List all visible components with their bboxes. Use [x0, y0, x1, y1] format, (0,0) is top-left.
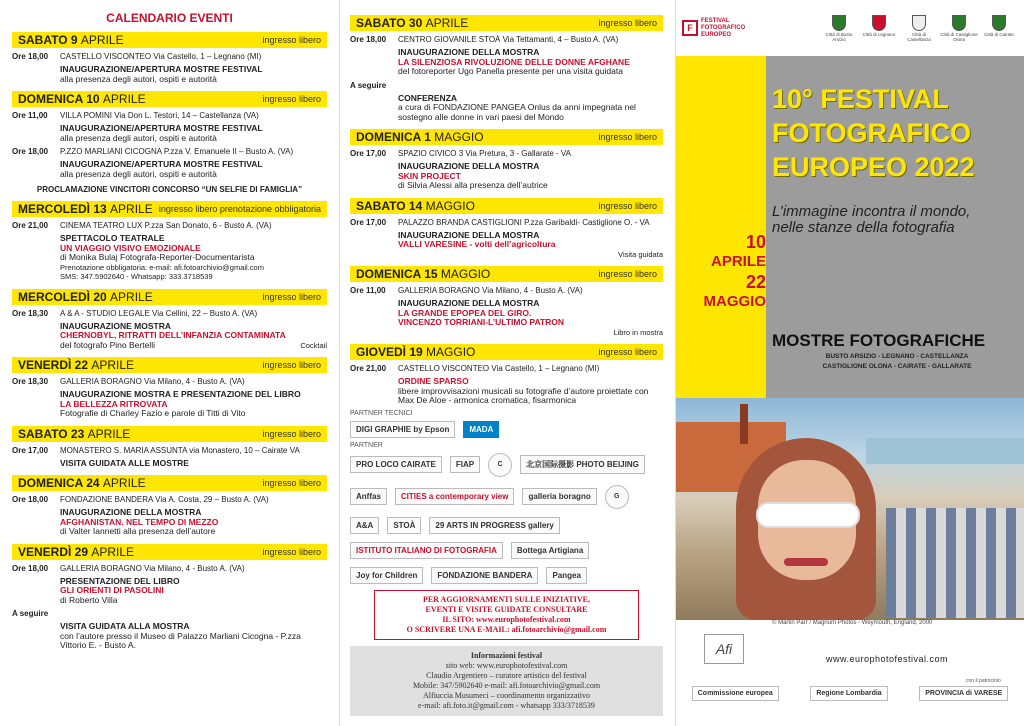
event-title: LA BELLEZZA RITROVATA [60, 398, 168, 409]
event-contact: SMS: 347.5902640 - Whatsapp: 333.3718539 [60, 272, 213, 281]
badge-line: EUROPEO [701, 31, 732, 38]
partner-logo: DIGI GRAPHIE by Epson [350, 421, 455, 438]
photo-clock-tower [740, 404, 748, 444]
update-line: O SCRIVERE UNA E-MAIL: afi.fotoarchivio@gmail.com [406, 624, 607, 634]
event-detail [398, 377, 663, 406]
event-place: MONASTERO S. MARIA ASSUNTA via Monastero, 10 – Cairate VA [60, 445, 300, 455]
event-detail [60, 322, 327, 351]
event-time: Ore 11,00 [350, 286, 386, 295]
badge-line: FESTIVAL [701, 17, 730, 24]
event-heading: INAUGURAZIONE DELLA MOSTRA [398, 161, 540, 171]
event-title: GLI ORIENTI DI PASOLINI [60, 585, 164, 595]
event-heading: INAUGURAZIONE MOSTRA [60, 320, 171, 331]
event-note-line [60, 341, 327, 351]
event-note: di Valter Iannetti alla presenza dell’autore [60, 526, 216, 536]
title-line: FOTOGRAFICO [772, 118, 971, 148]
crest-shield-icon [872, 15, 886, 31]
cover-panel [676, 0, 1024, 726]
day-weekday: VENERDÌ 22 [18, 358, 92, 372]
event-row [350, 286, 663, 295]
day-header [350, 15, 663, 31]
event-note-line [398, 103, 663, 122]
event-time: Ore 17,00 [350, 217, 387, 227]
event-row [12, 495, 327, 504]
event-detail [60, 390, 327, 419]
event-note-line [398, 328, 663, 338]
event-place: CASTELLO VISCONTEO Via Castello, 1 – Legnano (MI) [398, 364, 600, 373]
event-detail [60, 160, 327, 179]
update-box [374, 590, 639, 640]
event-row [12, 52, 327, 61]
day-weekday: DOMENICA 10 [18, 92, 103, 106]
day-header [12, 357, 327, 373]
event-heading: INAUGURAZIONE DELLA MOSTRA [398, 298, 540, 308]
city-crest [940, 15, 978, 42]
event-note-line [60, 253, 327, 263]
event-time: Ore 21,00 [350, 364, 387, 373]
entry-tag: ingresso libero [262, 428, 321, 439]
event-title: AFGHANISTAN. NEL TEMPO DI MEZZO [60, 516, 219, 527]
festival-badge [682, 18, 745, 39]
day-label [18, 427, 130, 441]
event-note-line [60, 596, 327, 606]
update-line: PER AGGIORNAMENTI SULLE INIZIATIVE, [423, 594, 590, 604]
event-note-line [60, 134, 327, 144]
festival-dates [680, 232, 766, 312]
patrocinio-label: con il patrocinio [966, 678, 1001, 684]
event-time: Ore 21,00 [12, 221, 49, 230]
event-heading: SPETTACOLO TEATRALE [60, 233, 165, 243]
event-note: Fotografie di Charley Fazio e parole di Titti di Vito [60, 408, 246, 418]
crest-shield-icon [832, 15, 846, 31]
update-line: IL SITO: www.europhotofestival.com [442, 614, 571, 624]
event-time: Ore 17,00 [12, 445, 49, 455]
date-end-month: MAGGIO [703, 293, 766, 310]
title-line: EUROPEO 2022 [772, 152, 975, 182]
partner-logo: C [488, 453, 512, 477]
day-weekday: SABATO 14 [356, 198, 426, 213]
entry-tag: ingresso libero [598, 269, 657, 279]
event-row [12, 609, 327, 618]
event-heading: PRESENTAZIONE DEL LIBRO [60, 575, 180, 586]
festival-url[interactable]: www.europhotofestival.com [826, 654, 949, 664]
day-month: MAGGIO [434, 130, 484, 144]
day-month: APRILE [102, 476, 146, 490]
event-place [60, 609, 327, 618]
day-header [350, 129, 663, 145]
event-note: di Roberto Villa [60, 594, 118, 605]
partner-logo: A&A [350, 517, 379, 534]
patron-logo: Regione Lombardia [810, 686, 887, 701]
event-heading: INAUGURAZIONE MOSTRA E PRESENTAZIONE DEL LIBRO [60, 389, 301, 399]
event-row [12, 446, 327, 455]
entry-tag: ingresso libero [262, 478, 321, 488]
event-time: A seguire [350, 80, 387, 90]
event-time: Ore 11,00 [12, 111, 48, 120]
event-row [12, 377, 327, 386]
entry-tag: ingresso libero [598, 18, 657, 28]
photo-deckchairs [886, 508, 1024, 618]
day-label [356, 130, 484, 144]
event-place: P.ZZO MARLIANI CICOGNA P.zza V. Emanuele II – Busto A. (VA) [60, 147, 294, 156]
event-note: a cura di FONDAZIONE PANGEA Onlus da anni impegnata nel sostegno alle donne in vari paesi del Mondo [398, 102, 636, 122]
event-heading: INAUGURAZIONE/APERTURA MOSTRE FESTIVAL [60, 64, 263, 74]
event-detail [60, 124, 327, 143]
event-title: SKIN PROJECT [398, 170, 461, 181]
update-line: EVENTI E VISITE GUIDATE CONSULTARE [425, 604, 588, 614]
day-month: APRILE [110, 202, 153, 216]
event-place: VILLA POMINI Via Don L. Testori, 14 – Castellanza (VA) [60, 111, 259, 120]
event-title: LA SILENZIOSA RIVOLUZIONE DELLE DONNE AFGHANE [398, 56, 630, 67]
day-month: APRILE [425, 16, 469, 30]
entry-tag: ingresso libero prenotazione obbligatoria [158, 204, 321, 214]
event-heading: INAUGURAZIONE/APERTURA MOSTRE FESTIVAL [60, 123, 263, 133]
partner-logo: FIAP [450, 456, 480, 473]
event-heading: INAUGURAZIONE/APERTURA MOSTRE FESTIVAL [60, 159, 263, 169]
event-detail [398, 299, 663, 337]
event-heading: INAUGURAZIONE DELLA MOSTRA [60, 507, 202, 517]
event-extra: Libro in mostra [613, 327, 663, 337]
partner-logo: Anffas [350, 488, 387, 505]
day-label [18, 33, 124, 47]
event-row [12, 221, 327, 230]
event-place [398, 81, 663, 90]
city-crest [900, 15, 938, 42]
event-time: Ore 17,00 [350, 149, 387, 158]
entry-tag: ingresso libero [598, 347, 657, 357]
event-row [350, 364, 663, 373]
festival-logo-icon: F [682, 20, 698, 36]
event-note: libere improvvisazioni musicali su fotografie d’autore proiettate con Max De Aloe - armonica cromatica, fisarmonica [398, 385, 649, 405]
day-weekday: MERCOLEDÌ 13 [18, 202, 111, 216]
crest-shield-icon [912, 15, 926, 31]
yellow-band [676, 56, 766, 398]
event-extra: Visita guidata [618, 249, 663, 259]
partner-logo: MADA [463, 421, 499, 438]
event-detail [60, 234, 327, 282]
crest-shield-icon [992, 15, 1006, 31]
event-heading: VISITA GUIDATA ALLE MOSTRE [60, 457, 189, 468]
event-time: Ore 18,00 [12, 495, 49, 504]
cities-list [772, 352, 1022, 372]
event-place: PALAZZO BRANDA CASTIGLIONI P.zza Garibaldi- Castiglione O. - VA [398, 217, 650, 227]
crest-label: Città di Cairate [984, 31, 1014, 37]
info-line: Claudio Argentiero – curatore artistico del festival [426, 670, 587, 680]
day-weekday: SABATO 30 [356, 16, 426, 30]
event-note: alla presenza degli autori, ospiti e autorità [60, 73, 217, 84]
cover-header [676, 0, 1024, 56]
crest-label: Città di Castiglione Olona [940, 31, 978, 42]
day-weekday: DOMENICA 1 [356, 130, 435, 144]
day-label [356, 267, 490, 281]
partner-logo: PRO LOCO CAIRATE [350, 456, 442, 473]
partner-logo: galleria boragno [522, 488, 596, 505]
photo-credit: © Martin Parr / Magnum Photos - Weymouth, England, 2000 [772, 620, 933, 626]
info-line: e-mail: afi.foto.it@gmail.com - whatsapp 333/3718539 [418, 700, 595, 710]
partner-logo: Pangea [546, 567, 586, 584]
crest-label: Città di Legnano [862, 31, 896, 37]
afi-logo: Afi [704, 634, 744, 664]
event-time: Ore 18,30 [12, 308, 49, 318]
day-header [350, 344, 663, 360]
partner-logo: ISTITUTO ITALIANO DI FOTOGRAFIA [350, 542, 503, 559]
event-title: UN VIAGGIO VISIVO EMOZIONALE [60, 242, 201, 253]
day-label [18, 290, 153, 304]
festival-title [772, 82, 975, 184]
day-weekday: DOMENICA 24 [18, 476, 103, 490]
event-detail [60, 508, 327, 537]
calendar-title: CALENDARIO EVENTI [106, 11, 233, 25]
day-weekday: MERCOLEDÌ 20 [18, 289, 111, 304]
partner-tecnici-label: PARTNER TECNICI [350, 409, 413, 417]
day-month: APRILE [91, 544, 135, 559]
event-note-line [398, 250, 663, 260]
day-header [350, 266, 663, 282]
patron-logo: Commissione europea [692, 686, 779, 701]
partner-logo: CITIES a contemporary view [395, 488, 515, 505]
event-note-line [398, 67, 663, 77]
event-row [350, 35, 663, 44]
crest-label: Città di Castellanza [907, 31, 931, 42]
city-crest [820, 15, 858, 42]
city-crest [980, 15, 1018, 42]
patron-logos [676, 686, 1024, 701]
day-weekday: GIOVEDÌ 19 [356, 345, 427, 359]
entry-tag: ingresso libero [262, 35, 321, 45]
event-title: VALLI VARESINE - volti dell’agricoltura [398, 239, 556, 249]
entry-tag: ingresso libero [262, 360, 321, 370]
day-month: APRILE [110, 289, 153, 304]
partner-logo: STOÀ [387, 517, 421, 534]
event-detail [398, 162, 663, 191]
day-header [12, 544, 327, 560]
event-note-line [60, 75, 327, 85]
event-note: alla presenza degli autori, ospiti e autorità [60, 168, 217, 179]
day-header [12, 91, 327, 107]
tech-partner-logos [350, 421, 663, 438]
cities-line: BUSTO ARSIZIO - LEGNANO - CASTELLANZA [825, 353, 969, 360]
event-title: VINCENZO TORRIANI-L’ULTIMO PATRON [398, 317, 565, 327]
cover-title-area [676, 56, 1024, 398]
info-title: Informazioni festival [470, 650, 543, 660]
day-header [12, 289, 327, 305]
event-note-line [398, 387, 663, 406]
event-detail [60, 459, 327, 469]
day-weekday: SABATO 23 [18, 426, 88, 441]
event-time: Ore 18,00 [12, 52, 49, 61]
event-detail [398, 94, 663, 123]
day-label [18, 476, 146, 490]
subtitle-line: nelle stanze della fotografia [772, 219, 955, 236]
partner-logo: G [605, 485, 629, 509]
event-time: Ore 18,00 [12, 563, 49, 573]
event-detail [60, 577, 327, 606]
entry-tag: ingresso libero [598, 200, 657, 211]
photo-mouth [784, 558, 828, 566]
event-title: ORDINE SPARSO [398, 376, 469, 386]
event-time: A seguire [12, 609, 49, 618]
entry-tag: ingresso libero [262, 546, 321, 557]
event-place: CENTRO GIOVANILE STOÀ Via Tettamanti, 4 – Busto A. (VA) [398, 35, 619, 44]
event-title: LA GRANDE EPOPEA DEL GIRO. [398, 307, 532, 318]
event-detail [60, 65, 327, 84]
day-label [356, 345, 475, 359]
day-month: APRILE [80, 33, 124, 47]
day-label [356, 199, 475, 213]
day-label [356, 16, 468, 30]
day-header [350, 198, 663, 214]
event-place: CASTELLO VISCONTEO Via Castello, 1 – Legnano (MI) [60, 52, 262, 61]
crest-shield-icon [952, 15, 966, 31]
event-heading: INAUGURAZIONE DELLA MOSTRA [398, 229, 540, 240]
photo-sea [866, 438, 1024, 464]
event-row [350, 81, 663, 90]
event-place: CINEMA TEATRO LUX P.zza San Donato, 6 - Busto A. (VA) [60, 221, 272, 230]
info-line: Alfiuccia Musumeci – coordinamento organizzativo [423, 690, 590, 700]
day-month: MAGGIO [425, 198, 475, 213]
partner-logo: Joy for Children [350, 567, 423, 584]
entry-tag: ingresso libero [598, 132, 657, 142]
partner-logo: 29 ARTS IN PROGRESS gallery [429, 517, 559, 534]
event-heading: INAUGURAZIONE DELLA MOSTRA [398, 47, 540, 57]
event-note-line [60, 527, 327, 537]
date-end-day: 22 [745, 272, 766, 292]
event-place: GALLERIA BORAGNO Via Milano, 4 - Busto A. (VA) [398, 286, 583, 295]
day-month: APRILE [91, 358, 135, 372]
calendar-column-1 [0, 0, 340, 726]
event-time: Ore 18,00 [12, 147, 49, 156]
mostre-heading: MOSTRE FOTOGRAFICHE [772, 331, 986, 350]
event-heading: VISITA GUIDATA ALLA MOSTRA [60, 621, 190, 631]
event-place: SPAZIO CIVICO 3 Via Pretura, 3 - Gallarate - VA [398, 149, 571, 158]
patron-logo: PROVINCIA di VARESE [919, 686, 1008, 701]
cover-photo [676, 398, 1024, 620]
partner-logo: Bottega Artigiana [511, 542, 589, 559]
day-month: MAGGIO [440, 267, 491, 281]
event-note: del fotoreporter Ugo Panella presente per una visita guidata [398, 66, 623, 76]
event-note: del fotografo Pino Bertelli [60, 339, 155, 350]
event-time: Ore 18,00 [350, 35, 387, 44]
partner-label: PARTNER [350, 441, 383, 449]
day-weekday: SABATO 9 [18, 33, 81, 47]
day-weekday: DOMENICA 15 [356, 267, 441, 281]
event-detail [398, 231, 663, 260]
city-crest [860, 15, 898, 42]
day-header [12, 201, 327, 217]
day-label [18, 545, 134, 559]
entry-tag: ingresso libero [262, 94, 321, 104]
event-detail [398, 48, 663, 77]
partner-logo: FONDAZIONE BANDERA [431, 567, 538, 584]
event-heading: CONFERENZA [398, 92, 458, 103]
date-start-month: APRILE [710, 253, 766, 270]
day-header [12, 32, 327, 48]
event-place: A & A - STUDIO LEGALE Via Cellini, 22 – Busto A. (VA) [60, 308, 258, 318]
festival-subtitle [772, 204, 970, 236]
event-row [350, 149, 663, 158]
day-month: APRILE [87, 426, 131, 441]
proclamation: PROCLAMAZIONE VINCITORI CONCORSO “UN SELFIE DI FAMIGLIA” [36, 185, 303, 194]
day-weekday: VENERDÌ 29 [18, 544, 92, 559]
event-note-line [60, 170, 327, 180]
event-extra: Cocktail [300, 340, 327, 350]
event-note: alla presenza degli autori, ospiti e autorità [60, 132, 217, 143]
event-row [350, 218, 663, 227]
partner-logos [350, 453, 663, 584]
info-web: sito web: www.europhotofestival.com [445, 660, 568, 670]
crest-label: Città di Busto Arsizio [825, 31, 853, 42]
entry-tag: ingresso libero [262, 291, 321, 302]
partner-logo: 北京国际摄影 PHOTO BEIJING [520, 455, 645, 474]
event-note: con l’autore presso il Museo di Palazzo Marliani Cicogna - P.zza Vittorio E. - Busto A. [60, 630, 301, 650]
event-note: di Silvia Alessi alla presenza dell’autrice [398, 180, 548, 190]
event-row [12, 147, 327, 156]
badge-line: FOTOGRAFICO [701, 24, 746, 31]
day-label [18, 358, 134, 372]
event-row [12, 309, 327, 318]
day-month: APRILE [102, 92, 146, 106]
subtitle-line: L’immagine incontra il mondo, [772, 203, 971, 220]
day-month: MAGGIO [426, 345, 476, 359]
event-place: FONDAZIONE BANDERA Via A. Costa, 29 – Busto A. (VA) [60, 495, 269, 504]
event-note-line [398, 181, 663, 191]
photo-sunglasses [756, 502, 860, 528]
city-crests [753, 15, 1018, 42]
event-note-line [60, 632, 327, 651]
event-note: di Monika Bulaj Fotografa-Reporter-Documentarista [60, 252, 255, 262]
day-header [12, 426, 327, 442]
date-start-day: 10 [745, 232, 766, 252]
event-title: CHERNOBYL, RITRATTI DELL’INFANZIA CONTAMINATA [60, 330, 286, 340]
event-row [12, 564, 327, 573]
event-place: GALLERIA BORAGNO Via Milano, 4 - Busto A. (VA) [60, 377, 245, 386]
event-place: GALLERIA BORAGNO Via Milano, 4 - Busto A. (VA) [60, 563, 245, 573]
event-time: Ore 18,30 [12, 377, 49, 386]
title-line: 10° FESTIVAL [772, 84, 949, 114]
event-contact: Prenotazione obbligatoria: e-mail: afi.fotoarchivio@gmail.com [60, 262, 264, 272]
festival-info [350, 646, 663, 716]
info-line: Mobile: 347/5902640 e-mail: afi.fotoarchivio@gmail.com [412, 680, 601, 690]
calendar-column-2 [340, 0, 676, 726]
day-header [12, 475, 327, 491]
day-label [18, 92, 146, 106]
event-detail [60, 622, 327, 651]
event-row [12, 111, 327, 120]
day-label [18, 202, 153, 216]
event-note-line [60, 409, 327, 419]
cities-line: CASTIGLIONE OLONA - CAIRATE - GALLARATE [822, 363, 972, 370]
